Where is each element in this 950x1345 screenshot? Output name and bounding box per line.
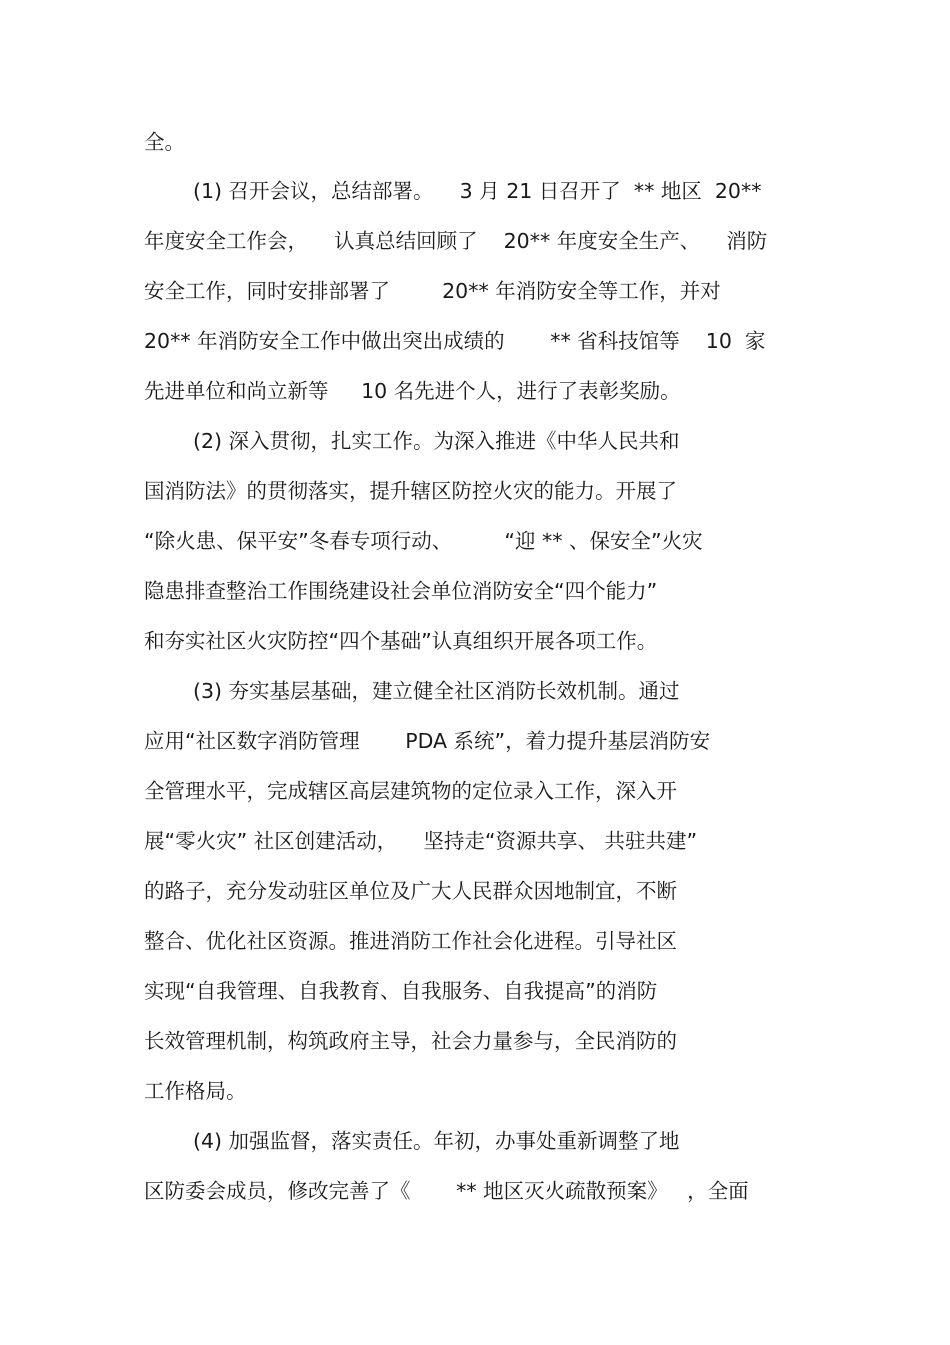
text-line: 的路子，充分发动驻区单位及广大人民群众因地制宜，不断 (144, 879, 677, 903)
text-line: 应用“社区数字消防管理 PDA 系统”，着力提升基层消防安 (144, 729, 711, 753)
text-line: 和夯实社区火灾防控“四个基础”认真组织开展各项工作。 (144, 629, 658, 653)
text-line: “除火患、保平安”冬春专项行动、 “迎 ** 、保安全”火灾 (144, 529, 703, 553)
text-line: 国消防法》的贯彻落实，提升辖区防控火灾的能力。开展了 (144, 479, 677, 503)
text-line: 长效管理机制，构筑政府主导，社会力量参与，全民消防的 (144, 1029, 677, 1053)
paragraph-3-start: (3) 夯实基层基础，建立健全社区消防长效机制。通过 (193, 679, 680, 703)
text-line: 展“零火灾” 社区创建活动， 坚持走“资源共享、 共驻共建” (144, 829, 698, 853)
paragraph-1-start: (1) 召开会议，总结部署。 3 月 21 日召开了 ** 地区 20** (193, 179, 762, 203)
text-line: 全。 (144, 130, 185, 154)
text-line: 实现“自我管理、自我教育、自我服务、自我提高”的消防 (144, 979, 658, 1003)
text-line: 安全工作，同时安排部署了 20** 年消防安全等工作，并对 (144, 279, 721, 303)
text-line: 先进单位和尚立新等 10 名先进个人，进行了表彰奖励。 (144, 379, 681, 403)
text-line: 年度安全工作会， 认真总结回顾了 20** 年度安全生产、 消防 (144, 229, 768, 253)
text-line: 工作格局。 (144, 1079, 247, 1103)
text-line: 全管理水平，完成辖区高层建筑物的定位录入工作，深入开 (144, 779, 677, 803)
text-line: 20** 年消防安全工作中做出突出成绩的 ** 省科技馆等 10 家 (144, 329, 766, 353)
text-line: 整合、优化社区资源。推进消防工作社会化进程。引导社区 (144, 929, 677, 953)
paragraph-4-start: (4) 加强监督，落实责任。年初，办事处重新调整了地 (193, 1129, 680, 1153)
paragraph-2-start: (2) 深入贯彻，扎实工作。为深入推进《中华人民共和 (193, 429, 680, 453)
text-line: 隐患排查整治工作围绕建设社会单位消防安全“四个能力” (144, 579, 658, 603)
text-line: 区防委会成员，修改完善了《 ** 地区灭火疏散预案》 ，全面 (144, 1179, 749, 1203)
